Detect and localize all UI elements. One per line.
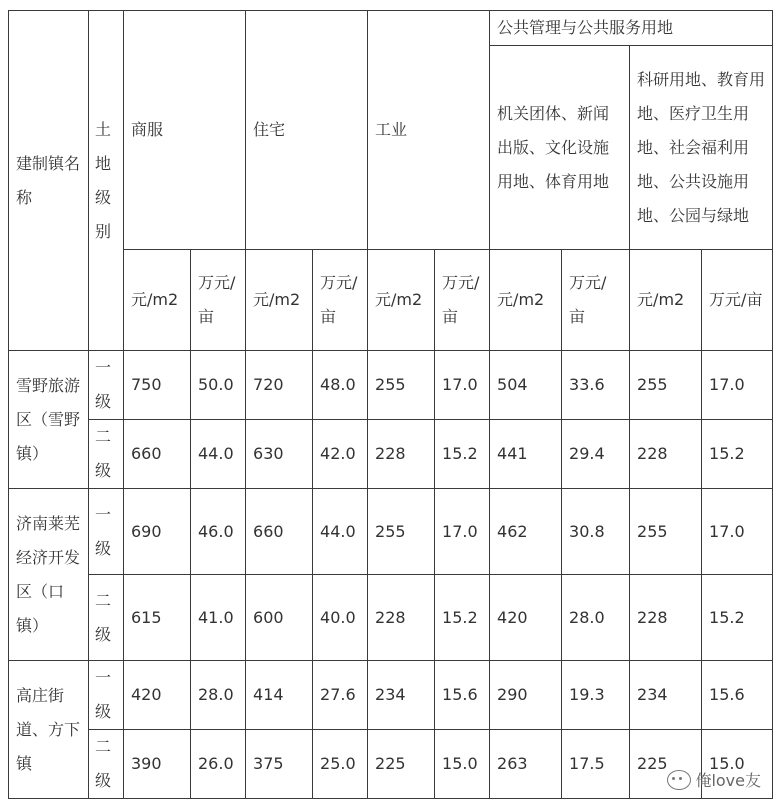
value-cell: 660 — [246, 489, 313, 575]
value-cell: 255 — [368, 489, 435, 575]
value-cell: 15.6 — [435, 661, 490, 730]
value-cell: 40.0 — [313, 575, 368, 661]
town-name: 雪野旅游区（雪野镇） — [9, 351, 89, 489]
table-row — [9, 420, 773, 489]
unit-cell: 万元/亩 — [562, 250, 630, 351]
value-cell: 228 — [368, 420, 435, 489]
table-row — [9, 661, 773, 730]
value-cell: 17.0 — [702, 351, 773, 420]
land-grade: 二级 — [89, 730, 124, 799]
value-cell: 28.0 — [562, 575, 630, 661]
value-cell: 17.0 — [435, 351, 490, 420]
value-cell: 26.0 — [191, 730, 246, 799]
value-cell: 228 — [368, 575, 435, 661]
value-cell: 255 — [630, 351, 702, 420]
unit-cell: 万元/亩 — [435, 250, 490, 351]
land-grade: 一级 — [89, 661, 124, 730]
unit-cell: 万元/亩 — [313, 250, 368, 351]
unit-cell: 元/m2 — [368, 250, 435, 351]
value-cell: 750 — [124, 351, 191, 420]
unit-cell: 元/m2 — [124, 250, 191, 351]
table-row — [9, 730, 773, 799]
land-grade: 一级 — [89, 489, 124, 575]
value-cell: 441 — [490, 420, 562, 489]
value-cell: 225 — [630, 730, 702, 799]
unit-cell: 元/m2 — [246, 250, 313, 351]
value-cell: 15.2 — [435, 420, 490, 489]
header-industrial: 工业 — [368, 11, 490, 250]
value-cell: 414 — [246, 661, 313, 730]
value-cell: 263 — [490, 730, 562, 799]
value-cell: 27.6 — [313, 661, 368, 730]
land-grade: 一级 — [89, 351, 124, 420]
header-public-b: 科研用地、教育用地、医疗卫生用地、社会福利用地、公共设施用地、公园与绿地 — [630, 46, 773, 250]
watermark-text: 俺love友 — [695, 771, 761, 790]
value-cell: 15.2 — [702, 575, 773, 661]
land-grade: 二级 — [89, 420, 124, 489]
header-public-a: 机关团体、新闻出版、文化设施用地、体育用地 — [490, 46, 630, 250]
header-town-name: 建制镇名称 — [9, 11, 89, 351]
value-cell: 660 — [124, 420, 191, 489]
value-cell: 44.0 — [313, 489, 368, 575]
value-cell: 228 — [630, 420, 702, 489]
value-cell: 17.0 — [702, 489, 773, 575]
value-cell: 600 — [246, 575, 313, 661]
value-cell: 41.0 — [191, 575, 246, 661]
wechat-icon — [667, 770, 691, 790]
value-cell: 720 — [246, 351, 313, 420]
value-cell: 462 — [490, 489, 562, 575]
value-cell: 15.6 — [702, 661, 773, 730]
value-cell: 25.0 — [313, 730, 368, 799]
header-public-services: 公共管理与公共服务用地 — [490, 11, 773, 46]
unit-cell: 元/m2 — [490, 250, 562, 351]
land-grade: 二级 — [89, 575, 124, 661]
value-cell: 420 — [490, 575, 562, 661]
value-cell: 46.0 — [191, 489, 246, 575]
value-cell: 255 — [630, 489, 702, 575]
unit-cell: 万元/亩 — [702, 250, 773, 351]
unit-cell: 元/m2 — [630, 250, 702, 351]
value-cell: 228 — [630, 575, 702, 661]
value-cell: 420 — [124, 661, 191, 730]
table-row — [9, 351, 773, 420]
value-cell: 29.4 — [562, 420, 630, 489]
town-name: 济南莱芜经济开发区（口镇） — [9, 489, 89, 661]
value-cell: 50.0 — [191, 351, 246, 420]
value-cell: 42.0 — [313, 420, 368, 489]
value-cell: 690 — [124, 489, 191, 575]
value-cell: 15.2 — [702, 420, 773, 489]
value-cell: 17.0 — [435, 489, 490, 575]
watermark — [667, 768, 761, 791]
value-cell: 290 — [490, 661, 562, 730]
table-row — [9, 575, 773, 661]
value-cell: 225 — [368, 730, 435, 799]
value-cell: 15.2 — [435, 575, 490, 661]
value-cell: 390 — [124, 730, 191, 799]
unit-cell: 万元/亩 — [191, 250, 246, 351]
value-cell: 44.0 — [191, 420, 246, 489]
header-commercial: 商服 — [124, 11, 246, 250]
table-row — [9, 489, 773, 575]
town-name: 高庄街道、方下镇 — [9, 661, 89, 799]
land-price-table — [8, 10, 773, 799]
value-cell: 48.0 — [313, 351, 368, 420]
value-cell: 234 — [630, 661, 702, 730]
value-cell: 375 — [246, 730, 313, 799]
value-cell: 30.8 — [562, 489, 630, 575]
header-land-grade: 土地级别 — [89, 11, 124, 351]
value-cell: 630 — [246, 420, 313, 489]
value-cell: 15.0 — [702, 730, 773, 799]
value-cell: 15.0 — [435, 730, 490, 799]
value-cell: 234 — [368, 661, 435, 730]
value-cell: 28.0 — [191, 661, 246, 730]
value-cell: 19.3 — [562, 661, 630, 730]
value-cell: 17.5 — [562, 730, 630, 799]
value-cell: 615 — [124, 575, 191, 661]
value-cell: 255 — [368, 351, 435, 420]
value-cell: 504 — [490, 351, 562, 420]
value-cell: 33.6 — [562, 351, 630, 420]
header-residential: 住宅 — [246, 11, 368, 250]
